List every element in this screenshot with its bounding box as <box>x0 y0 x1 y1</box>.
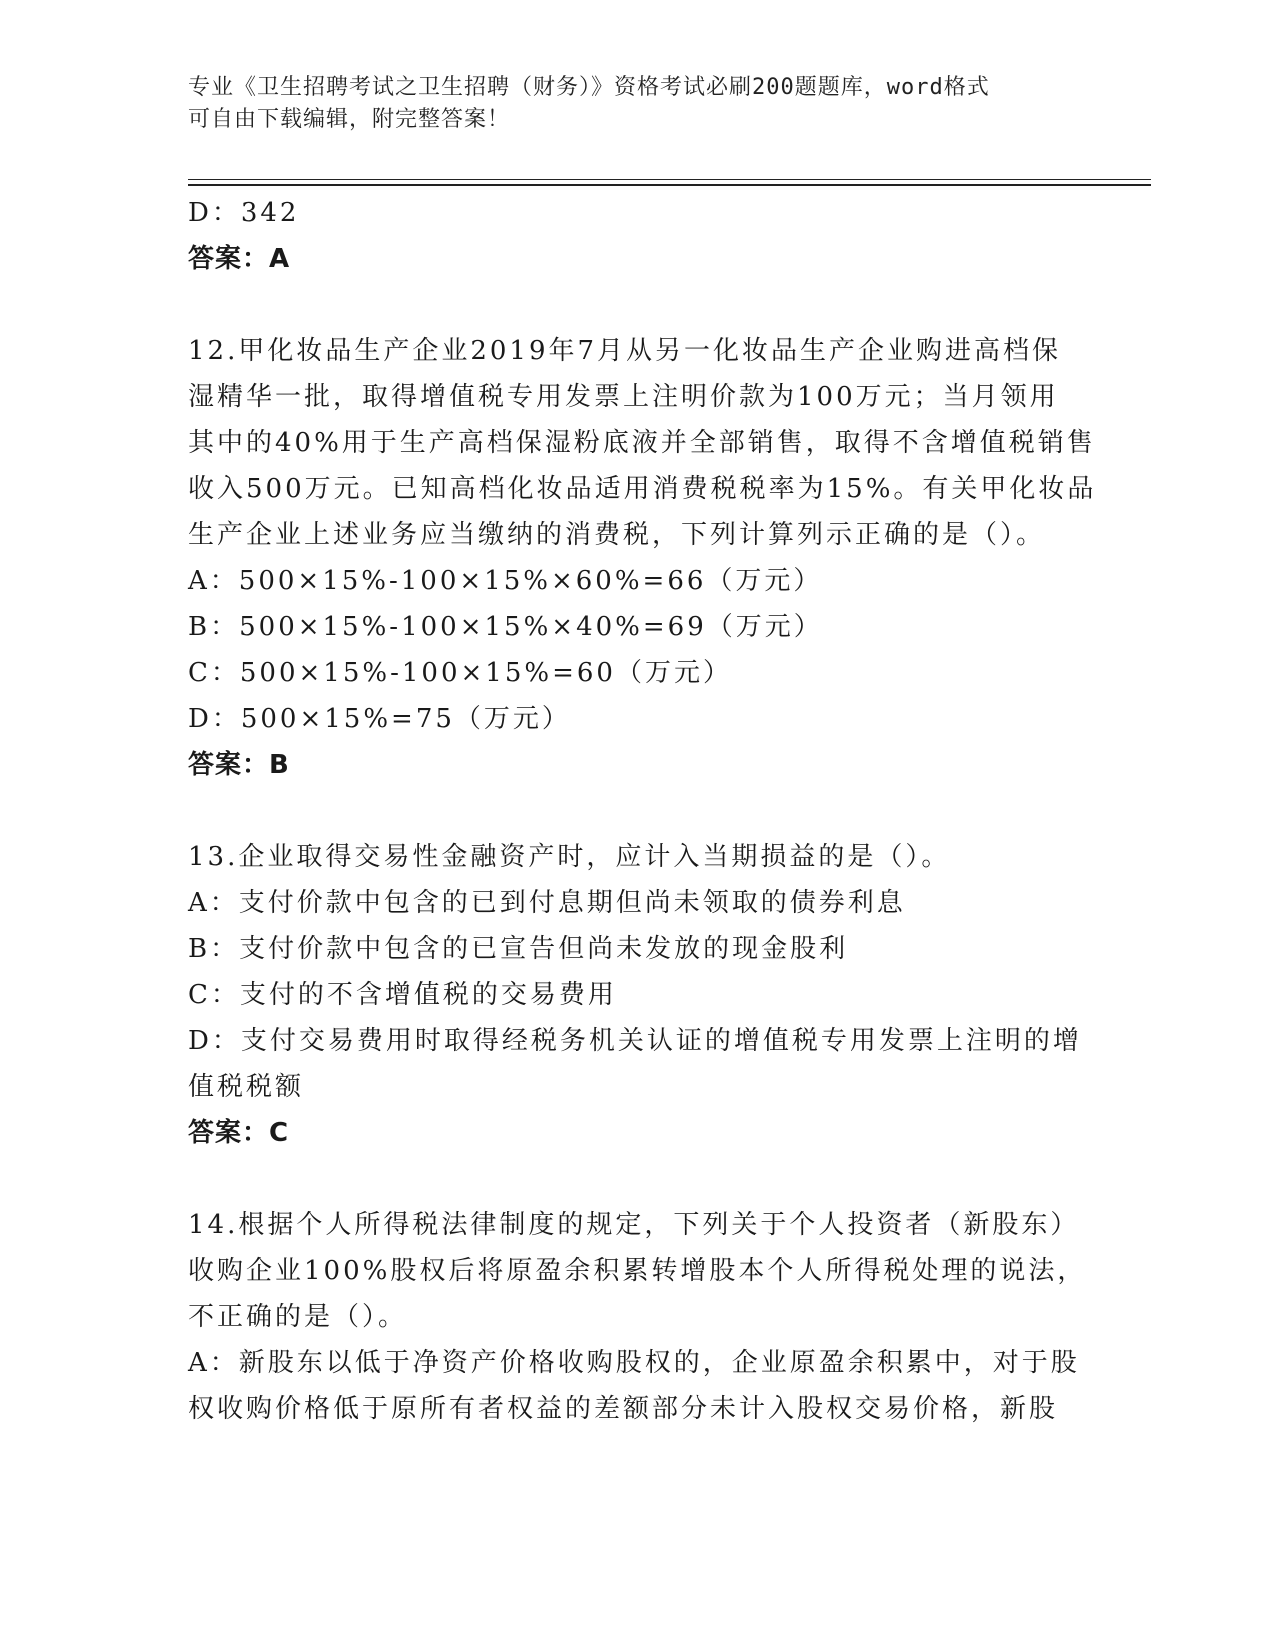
answer-line: 答案：A <box>188 244 291 274</box>
header-title-line-1: 专业《卫生招聘考试之卫生招聘（财务）》资格考试必刷200题题库，word格式 <box>188 75 990 100</box>
question-line-first: 12.甲化妆品生产企业2019年7月从另一化妆品生产企业购进高档保 <box>188 336 1062 366</box>
question-content <box>188 190 1097 1432</box>
question-block <box>188 834 1088 1202</box>
question-line-first: 13.企业取得交易性金融资产时，应计入当期损益的是（）。 <box>188 842 951 872</box>
page-header <box>188 72 1088 136</box>
question-block <box>188 190 1088 328</box>
header-title-line-2: 可自由下载编辑，附完整答案！ <box>188 107 511 132</box>
answer-line: 答案：B <box>188 750 290 780</box>
question-line: C：支付的不含增值税的交易费用 <box>188 980 617 1010</box>
block-spacer <box>188 282 1088 328</box>
question-line: B：支付价款中包含的已宣告但尚未发放的现金股利 <box>188 934 849 964</box>
question-line: C：500×15%-100×15%=60（万元） <box>188 658 732 688</box>
block-spacer <box>188 1156 1088 1202</box>
question-line: 权收购价格低于原所有者权益的差额部分未计入股权交易价格，新股 <box>188 1394 1059 1424</box>
question-line-first: D：342 <box>188 198 300 228</box>
question-line: A：支付价款中包含的已到付息期但尚未领取的债券利息 <box>188 888 906 918</box>
question-block <box>188 328 1097 834</box>
question-line: A：新股东以低于净资产价格收购股权的，企业原盈余积累中，对于股 <box>188 1348 1080 1378</box>
question-line: 湿精华一批，取得增值税专用发票上注明价款为100万元；当月领用 <box>188 382 1059 412</box>
header-divider-thin <box>188 179 1151 180</box>
question-line: 生产企业上述业务应当缴纳的消费税，下列计算列示正确的是（）。 <box>188 520 1046 550</box>
question-line: B：500×15%-100×15%×40%=69（万元） <box>188 612 823 642</box>
header-divider-thick <box>188 184 1151 186</box>
question-line: 值税税额 <box>188 1072 305 1102</box>
question-line: D：500×15%=75（万元） <box>188 704 571 734</box>
question-line-first: 14.根据个人所得税法律制度的规定，下列关于个人投资者（新股东） <box>188 1210 1080 1240</box>
question-line: D：支付交易费用时取得经税务机关认证的增值税专用发票上注明的增 <box>188 1026 1082 1056</box>
block-spacer <box>188 788 1088 834</box>
question-line: 不正确的是（）。 <box>188 1302 408 1332</box>
question-line: A：500×15%-100×15%×60%=66（万元） <box>188 566 823 596</box>
question-line: 收入500万元。已知高档化妆品适用消费税税率为15%。有关甲化妆品 <box>188 474 1097 504</box>
question-line: 收购企业100%股权后将原盈余积累转增股本个人所得税处理的说法， <box>188 1256 1087 1286</box>
answer-line: 答案：C <box>188 1118 290 1148</box>
question-block <box>188 1202 1088 1432</box>
question-line: 其中的40%用于生产高档保湿粉底液并全部销售，取得不含增值税销售 <box>188 428 1096 458</box>
